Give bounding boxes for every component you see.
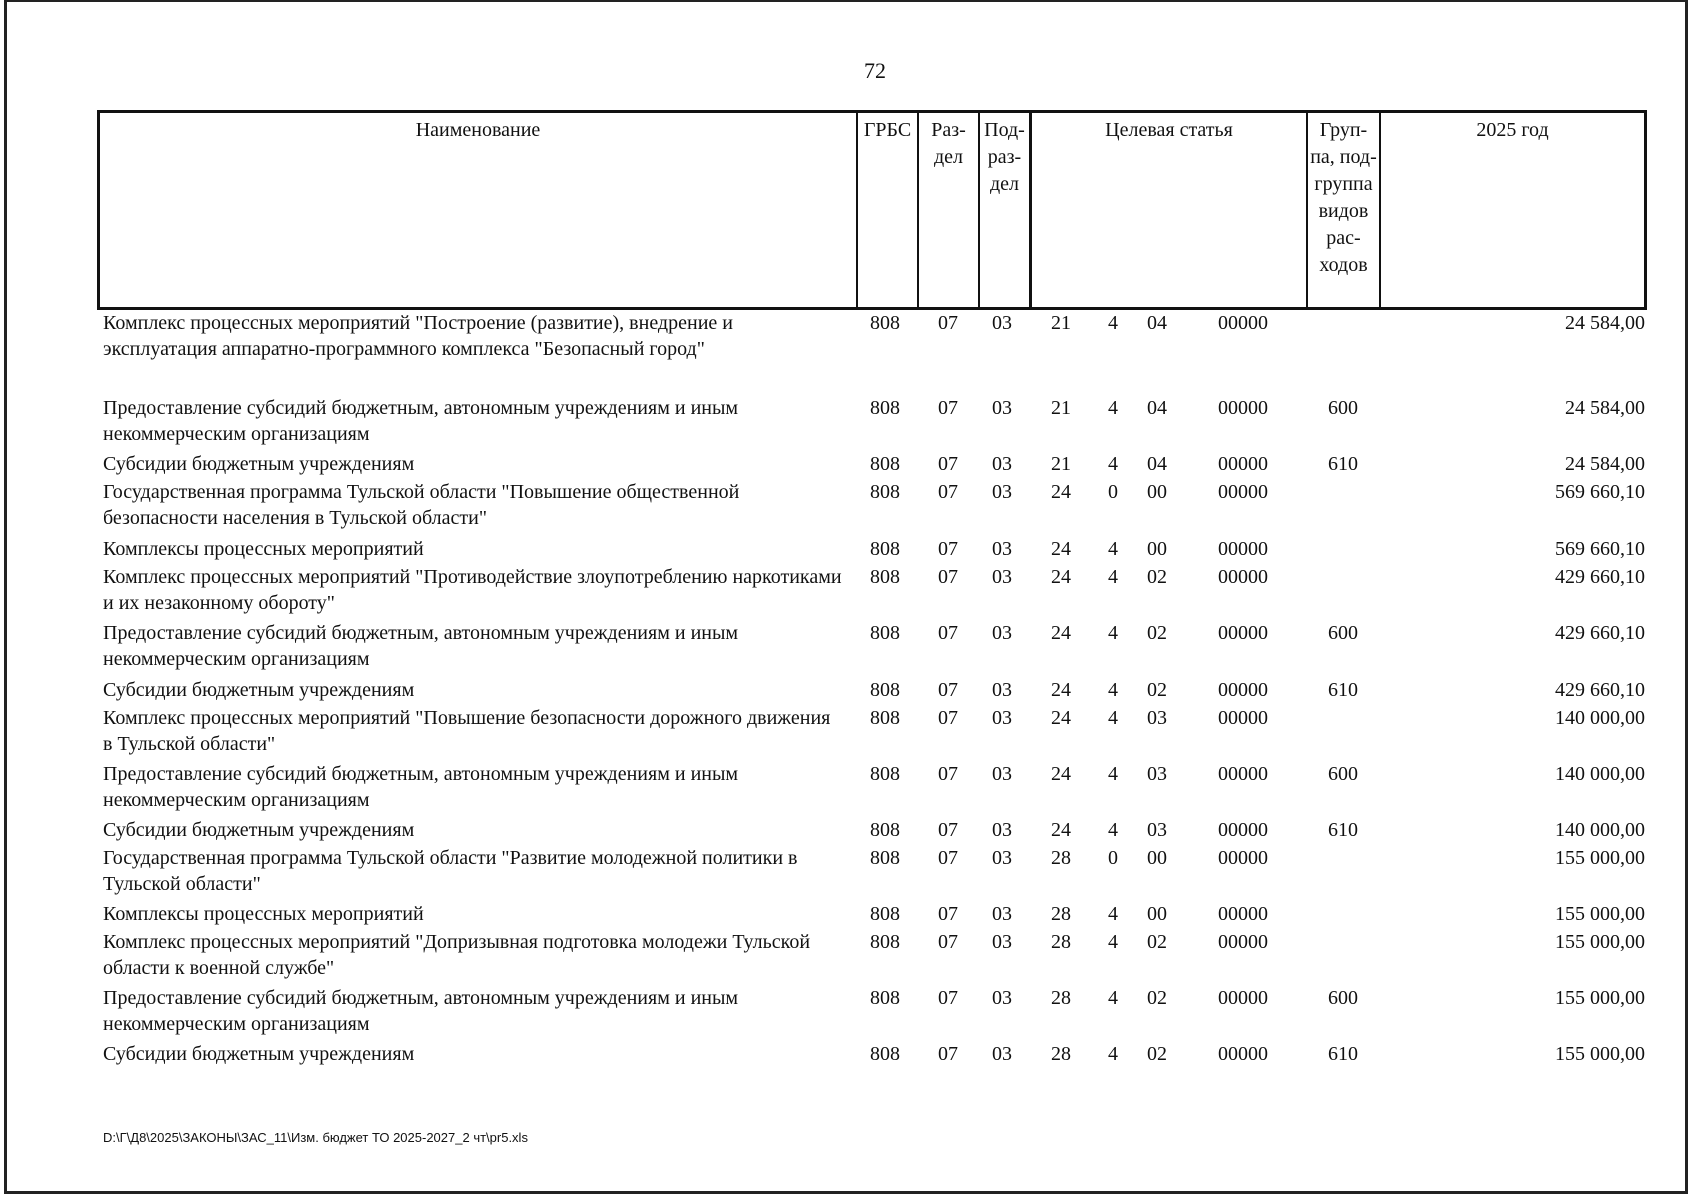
cell-t3: 04 xyxy=(1147,397,1167,419)
cell-amt: 155 000,00 xyxy=(1555,1043,1645,1065)
cell-razd: 07 xyxy=(938,397,958,419)
cell-t1: 28 xyxy=(1051,1043,1071,1065)
header-year: 2025 год xyxy=(1476,119,1549,141)
cell-t1: 28 xyxy=(1051,903,1071,925)
file-path-footer: D:\Г\Д8\2025\ЗАКОНЫ\ЗАС_11\Изм. бюджет ТО 2025-2027_2 чт\pr5.xls xyxy=(103,1130,528,1145)
cell-grbs: 808 xyxy=(870,566,900,588)
cell-amt: 569 660,10 xyxy=(1555,538,1645,560)
cell-t2: 4 xyxy=(1108,763,1118,785)
header-group: Груп- па, под- группа видов рас- ходов xyxy=(1308,113,1381,307)
cell-t4: 00000 xyxy=(1218,397,1268,419)
cell-grbs: 808 xyxy=(870,707,900,729)
cell-pod: 03 xyxy=(992,679,1012,701)
cell-grp: 610 xyxy=(1328,1043,1358,1065)
cell-name: Комплекс процессных мероприятий "Повышение безопасности дорожного движения в Тульской области" xyxy=(103,707,831,755)
cell-amt: 140 000,00 xyxy=(1555,763,1645,785)
cell-t2: 4 xyxy=(1108,931,1118,953)
cell-t1: 24 xyxy=(1051,679,1071,701)
cell-grbs: 808 xyxy=(870,679,900,701)
cell-t3: 00 xyxy=(1147,847,1167,869)
cell-amt: 24 584,00 xyxy=(1565,312,1645,334)
cell-grbs: 808 xyxy=(870,622,900,644)
cell-t3: 03 xyxy=(1147,819,1167,841)
cell-pod: 03 xyxy=(992,819,1012,841)
cell-amt: 155 000,00 xyxy=(1555,931,1645,953)
cell-t4: 00000 xyxy=(1218,1043,1268,1065)
cell-t3: 02 xyxy=(1147,1043,1167,1065)
cell-razd: 07 xyxy=(938,707,958,729)
cell-t2: 0 xyxy=(1108,481,1118,503)
cell-t4: 00000 xyxy=(1218,763,1268,785)
table-header xyxy=(97,110,1647,310)
cell-t2: 4 xyxy=(1108,622,1118,644)
cell-name: Комплексы процессных мероприятий xyxy=(103,903,424,925)
cell-amt: 569 660,10 xyxy=(1555,481,1645,503)
cell-pod: 03 xyxy=(992,707,1012,729)
cell-amt: 429 660,10 xyxy=(1555,566,1645,588)
cell-grbs: 808 xyxy=(870,312,900,334)
table-row xyxy=(0,395,1696,449)
cell-pod: 03 xyxy=(992,1043,1012,1065)
cell-name: Субсидии бюджетным учреждениям xyxy=(103,453,415,475)
cell-t3: 00 xyxy=(1147,538,1167,560)
cell-t2: 4 xyxy=(1108,679,1118,701)
cell-t4: 00000 xyxy=(1218,707,1268,729)
cell-razd: 07 xyxy=(938,987,958,1009)
cell-pod: 03 xyxy=(992,538,1012,560)
cell-grbs: 808 xyxy=(870,538,900,560)
cell-pod: 03 xyxy=(992,397,1012,419)
cell-name: Комплекс процессных мероприятий "Противодействие злоупотреблению наркотиками и их незаконному обороту" xyxy=(103,566,842,614)
cell-t2: 4 xyxy=(1108,1043,1118,1065)
cell-amt: 24 584,00 xyxy=(1565,453,1645,475)
cell-grbs: 808 xyxy=(870,763,900,785)
cell-amt: 155 000,00 xyxy=(1555,987,1645,1009)
table-row xyxy=(0,761,1696,815)
cell-t4: 00000 xyxy=(1218,847,1268,869)
cell-grbs: 808 xyxy=(870,397,900,419)
cell-t1: 21 xyxy=(1051,453,1071,475)
cell-t2: 4 xyxy=(1108,312,1118,334)
cell-razd: 07 xyxy=(938,819,958,841)
cell-t3: 04 xyxy=(1147,453,1167,475)
cell-pod: 03 xyxy=(992,847,1012,869)
cell-pod: 03 xyxy=(992,453,1012,475)
cell-grp: 610 xyxy=(1328,819,1358,841)
cell-t2: 4 xyxy=(1108,987,1118,1009)
cell-t3: 04 xyxy=(1147,312,1167,334)
cell-t4: 00000 xyxy=(1218,819,1268,841)
cell-t3: 02 xyxy=(1147,566,1167,588)
cell-grbs: 808 xyxy=(870,481,900,503)
cell-t3: 02 xyxy=(1147,679,1167,701)
cell-grbs: 808 xyxy=(870,1043,900,1065)
cell-t1: 21 xyxy=(1051,312,1071,334)
cell-t2: 4 xyxy=(1108,397,1118,419)
table-row xyxy=(0,1041,1696,1095)
cell-name: Комплекс процессных мероприятий "Построение (развитие), внедрение и эксплуатация аппаратно-программного комплекса "Безопасный город" xyxy=(103,312,733,360)
table-row xyxy=(0,985,1696,1039)
cell-t4: 00000 xyxy=(1218,481,1268,503)
cell-razd: 07 xyxy=(938,622,958,644)
cell-name: Комплекс процессных мероприятий "Допризывная подготовка молодежи Тульской области к военной службе" xyxy=(103,931,811,979)
cell-razd: 07 xyxy=(938,538,958,560)
cell-grbs: 808 xyxy=(870,453,900,475)
cell-t3: 02 xyxy=(1147,931,1167,953)
cell-t2: 4 xyxy=(1108,707,1118,729)
cell-t2: 4 xyxy=(1108,819,1118,841)
cell-grp: 600 xyxy=(1328,622,1358,644)
table-row xyxy=(0,310,1696,364)
cell-t1: 24 xyxy=(1051,763,1071,785)
cell-t4: 00000 xyxy=(1218,453,1268,475)
header-subsection: Под- раз- дел xyxy=(980,113,1031,307)
cell-razd: 07 xyxy=(938,679,958,701)
cell-amt: 429 660,10 xyxy=(1555,679,1645,701)
cell-t1: 28 xyxy=(1051,987,1071,1009)
cell-name: Предоставление субсидий бюджетным, автономным учреждениям и иным некоммерческим организациям xyxy=(103,622,739,670)
header-target: Целевая статья xyxy=(1031,113,1308,307)
cell-grp: 600 xyxy=(1328,763,1358,785)
cell-pod: 03 xyxy=(992,903,1012,925)
cell-amt: 140 000,00 xyxy=(1555,707,1645,729)
cell-amt: 155 000,00 xyxy=(1555,847,1645,869)
cell-t3: 02 xyxy=(1147,622,1167,644)
cell-razd: 07 xyxy=(938,847,958,869)
cell-name: Субсидии бюджетным учреждениям xyxy=(103,679,415,701)
cell-t3: 03 xyxy=(1147,707,1167,729)
table-row xyxy=(0,705,1696,759)
cell-t4: 00000 xyxy=(1218,622,1268,644)
cell-name: Предоставление субсидий бюджетным, автономным учреждениям и иным некоммерческим организациям xyxy=(103,987,739,1035)
cell-razd: 07 xyxy=(938,903,958,925)
cell-razd: 07 xyxy=(938,566,958,588)
table-row xyxy=(0,845,1696,899)
cell-pod: 03 xyxy=(992,931,1012,953)
cell-name: Предоставление субсидий бюджетным, автономным учреждениям и иным некоммерческим организациям xyxy=(103,763,739,811)
cell-t4: 00000 xyxy=(1218,679,1268,701)
cell-pod: 03 xyxy=(992,312,1012,334)
cell-t1: 24 xyxy=(1051,481,1071,503)
cell-grp: 600 xyxy=(1328,987,1358,1009)
table-row xyxy=(0,929,1696,983)
cell-amt: 24 584,00 xyxy=(1565,397,1645,419)
cell-t2: 0 xyxy=(1108,847,1118,869)
cell-t2: 4 xyxy=(1108,566,1118,588)
cell-razd: 07 xyxy=(938,453,958,475)
cell-razd: 07 xyxy=(938,763,958,785)
cell-amt: 140 000,00 xyxy=(1555,819,1645,841)
cell-name: Субсидии бюджетным учреждениям xyxy=(103,819,415,841)
header-section: Раз- дел xyxy=(919,113,980,307)
cell-grbs: 808 xyxy=(870,931,900,953)
cell-grp: 600 xyxy=(1328,397,1358,419)
cell-pod: 03 xyxy=(992,481,1012,503)
cell-t3: 02 xyxy=(1147,987,1167,1009)
cell-grbs: 808 xyxy=(870,847,900,869)
cell-t1: 24 xyxy=(1051,566,1071,588)
cell-t2: 4 xyxy=(1108,453,1118,475)
cell-grp: 610 xyxy=(1328,679,1358,701)
cell-name: Предоставление субсидий бюджетным, автономным учреждениям и иным некоммерческим организациям xyxy=(103,397,739,445)
cell-t4: 00000 xyxy=(1218,566,1268,588)
cell-pod: 03 xyxy=(992,566,1012,588)
cell-t1: 24 xyxy=(1051,819,1071,841)
cell-t2: 4 xyxy=(1108,538,1118,560)
page-number: 72 xyxy=(864,58,886,83)
cell-amt: 429 660,10 xyxy=(1555,622,1645,644)
cell-grp: 610 xyxy=(1328,453,1358,475)
cell-razd: 07 xyxy=(938,931,958,953)
cell-t3: 00 xyxy=(1147,903,1167,925)
cell-t4: 00000 xyxy=(1218,538,1268,560)
cell-pod: 03 xyxy=(992,763,1012,785)
cell-t1: 28 xyxy=(1051,931,1071,953)
cell-t4: 00000 xyxy=(1218,987,1268,1009)
cell-name: Государственная программа Тульской области "Повышение общественной безопасности населения в Тульской области" xyxy=(103,481,740,529)
cell-t1: 24 xyxy=(1051,538,1071,560)
cell-t4: 00000 xyxy=(1218,903,1268,925)
cell-t3: 03 xyxy=(1147,763,1167,785)
cell-name: Государственная программа Тульской области "Развитие молодежной политики в Тульской области" xyxy=(103,847,798,895)
cell-grbs: 808 xyxy=(870,819,900,841)
header-name: Наименование xyxy=(100,113,858,307)
cell-t1: 28 xyxy=(1051,847,1071,869)
cell-pod: 03 xyxy=(992,987,1012,1009)
table-row xyxy=(0,620,1696,674)
cell-t1: 24 xyxy=(1051,707,1071,729)
cell-grbs: 808 xyxy=(870,987,900,1009)
cell-pod: 03 xyxy=(992,622,1012,644)
cell-grbs: 808 xyxy=(870,903,900,925)
cell-name: Субсидии бюджетным учреждениям xyxy=(103,1043,415,1065)
cell-razd: 07 xyxy=(938,1043,958,1065)
cell-razd: 07 xyxy=(938,481,958,503)
cell-t3: 00 xyxy=(1147,481,1167,503)
cell-t4: 00000 xyxy=(1218,931,1268,953)
cell-t1: 24 xyxy=(1051,622,1071,644)
table-row xyxy=(0,479,1696,533)
cell-t4: 00000 xyxy=(1218,312,1268,334)
cell-name: Комплексы процессных мероприятий xyxy=(103,538,424,560)
cell-t1: 21 xyxy=(1051,397,1071,419)
cell-t2: 4 xyxy=(1108,903,1118,925)
cell-razd: 07 xyxy=(938,312,958,334)
cell-amt: 155 000,00 xyxy=(1555,903,1645,925)
table-row xyxy=(0,564,1696,618)
header-grbs: ГРБС xyxy=(858,113,919,307)
